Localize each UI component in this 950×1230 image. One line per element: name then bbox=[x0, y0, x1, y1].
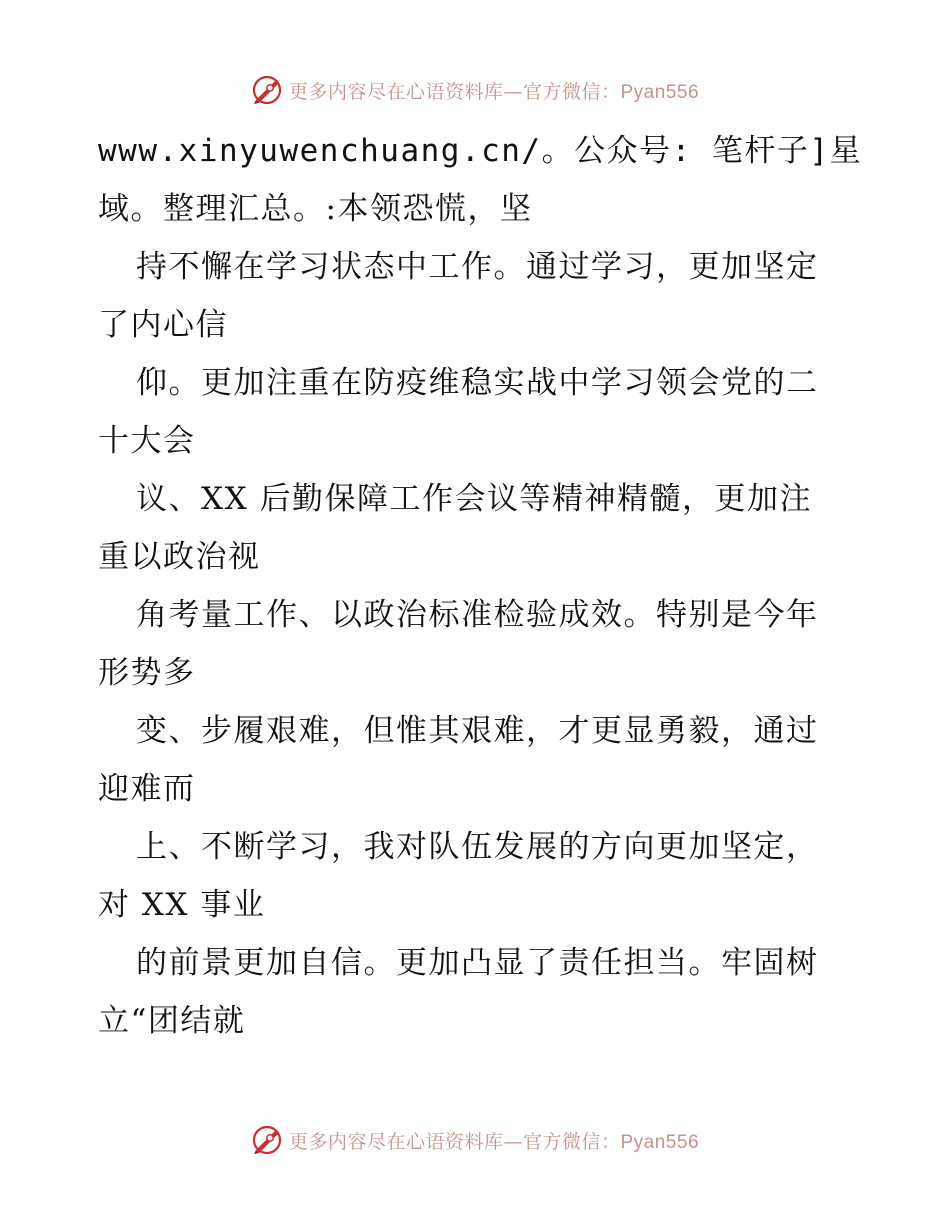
text-line: 变、步履艰难，但惟其艰难，才更显勇毅，通过 bbox=[136, 713, 819, 749]
text-line: 角考量工作、以政治标准检验成效。特别是今年 bbox=[136, 597, 819, 633]
header-watermark bbox=[0, 72, 950, 108]
watermark-text: 更多内容尽在心语资料库—官方微信：Pyan556 bbox=[288, 1130, 700, 1153]
pen-logo-icon bbox=[251, 1124, 283, 1156]
text-line: 对 XX 事业 bbox=[98, 887, 266, 923]
text-line: 立“团结就 bbox=[98, 1003, 246, 1039]
text-line: 迎难而 bbox=[98, 771, 196, 807]
text-line: 上、不断学习，我对队伍发展的方向更加坚定， bbox=[136, 829, 819, 865]
text-line: 重以政治视 bbox=[98, 539, 261, 575]
watermark-text: 更多内容尽在心语资料库—官方微信：Pyan556 bbox=[288, 80, 700, 103]
text-line: www.xinyuwenchuang.cn/。公众号: 笔杆子]星 bbox=[98, 133, 863, 169]
text-line: 域。整理汇总。:本领恐慌，坚 bbox=[98, 191, 533, 227]
text-line: 仰。更加注重在防疫维稳实战中学习领会党的二 bbox=[136, 365, 819, 401]
document-body bbox=[98, 122, 863, 1050]
text-line: 十大会 bbox=[98, 423, 196, 459]
text-line: 议、XX 后勤保障工作会议等精神精髓，更加注 bbox=[136, 481, 812, 517]
text-line: 形势多 bbox=[98, 655, 196, 691]
text-line: 持不懈在学习状态中工作。通过学习，更加坚定 bbox=[136, 249, 819, 285]
pen-logo-icon bbox=[251, 74, 283, 106]
text-line: 了内心信 bbox=[98, 307, 228, 343]
footer-watermark bbox=[0, 1122, 950, 1158]
text-line: 的前景更加自信。更加凸显了责任担当。牢固树 bbox=[136, 945, 819, 981]
